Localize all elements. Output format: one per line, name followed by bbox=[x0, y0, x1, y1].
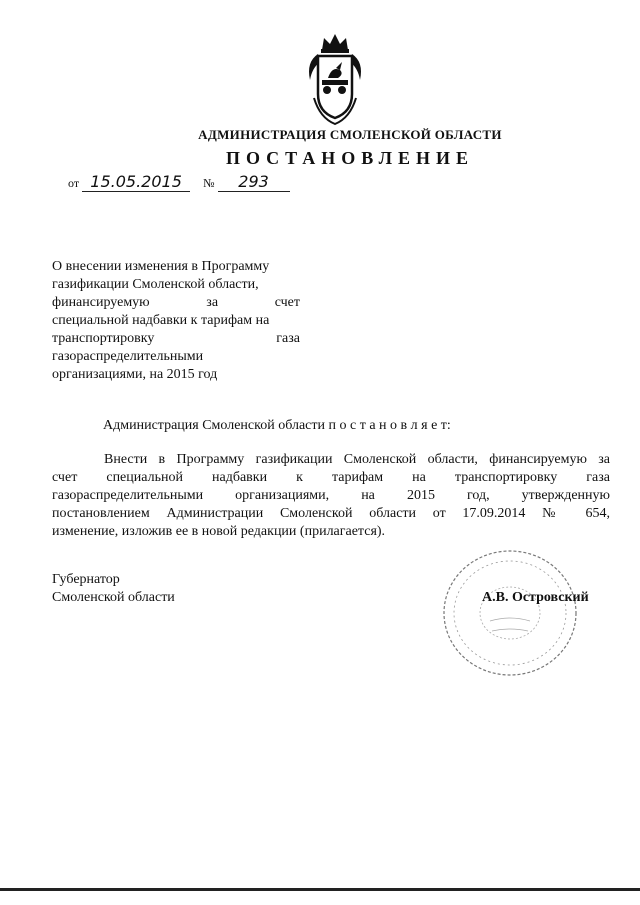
body-line: газораспределительными организациями, на 2015 год, утвержденную bbox=[52, 488, 610, 503]
seal-stamp-icon bbox=[430, 543, 590, 683]
document-type-title: ПОСТАНОВЛЕНИЕ bbox=[225, 148, 475, 168]
signatory-title-line: Губернатор bbox=[52, 572, 120, 587]
signatory-title-line: Смоленской области bbox=[52, 590, 175, 605]
subject-line: финансируемую за счет bbox=[52, 295, 300, 310]
document-date: 15.05.2015 bbox=[82, 172, 190, 192]
coat-of-arms-icon bbox=[300, 28, 370, 128]
body-line: постановлением Администрации Смоленской области от 17.09.2014 № 654, bbox=[52, 506, 610, 521]
resolution-intro: Администрация Смоленской области п о с т а н о в л я е т: bbox=[103, 418, 451, 433]
body-line: Внести в Программу газификации Смоленской области, финансируемую за bbox=[104, 452, 610, 467]
subject-block bbox=[52, 258, 300, 384]
bottom-border-line bbox=[0, 888, 640, 891]
subject-line: транспортировку газа bbox=[52, 331, 300, 346]
date-prefix: от bbox=[68, 176, 80, 190]
document-number: 293 bbox=[218, 172, 290, 192]
signatory-title bbox=[52, 571, 175, 607]
subject-line: газораспределительными bbox=[52, 349, 204, 364]
date-number-line bbox=[68, 172, 290, 192]
signatory-name: А.В. Островский bbox=[482, 590, 589, 605]
subject-line: О внесении изменения в Программу bbox=[52, 259, 270, 274]
resolution-body bbox=[52, 451, 610, 541]
subject-line: газификации Смоленской области, bbox=[52, 277, 259, 292]
subject-line: организациями, на 2015 год bbox=[52, 367, 218, 382]
body-line: счет специальной надбавки к тарифам на транспортировку газа bbox=[52, 470, 610, 485]
number-prefix: № bbox=[203, 176, 215, 190]
subject-line: специальной надбавки к тарифам на bbox=[52, 313, 270, 328]
body-line: изменение, изложив ее в новой редакции (прилагается). bbox=[52, 524, 386, 539]
organization-heading: АДМИНИСТРАЦИЯ СМОЛЕНСКОЙ ОБЛАСТИ bbox=[198, 127, 502, 142]
